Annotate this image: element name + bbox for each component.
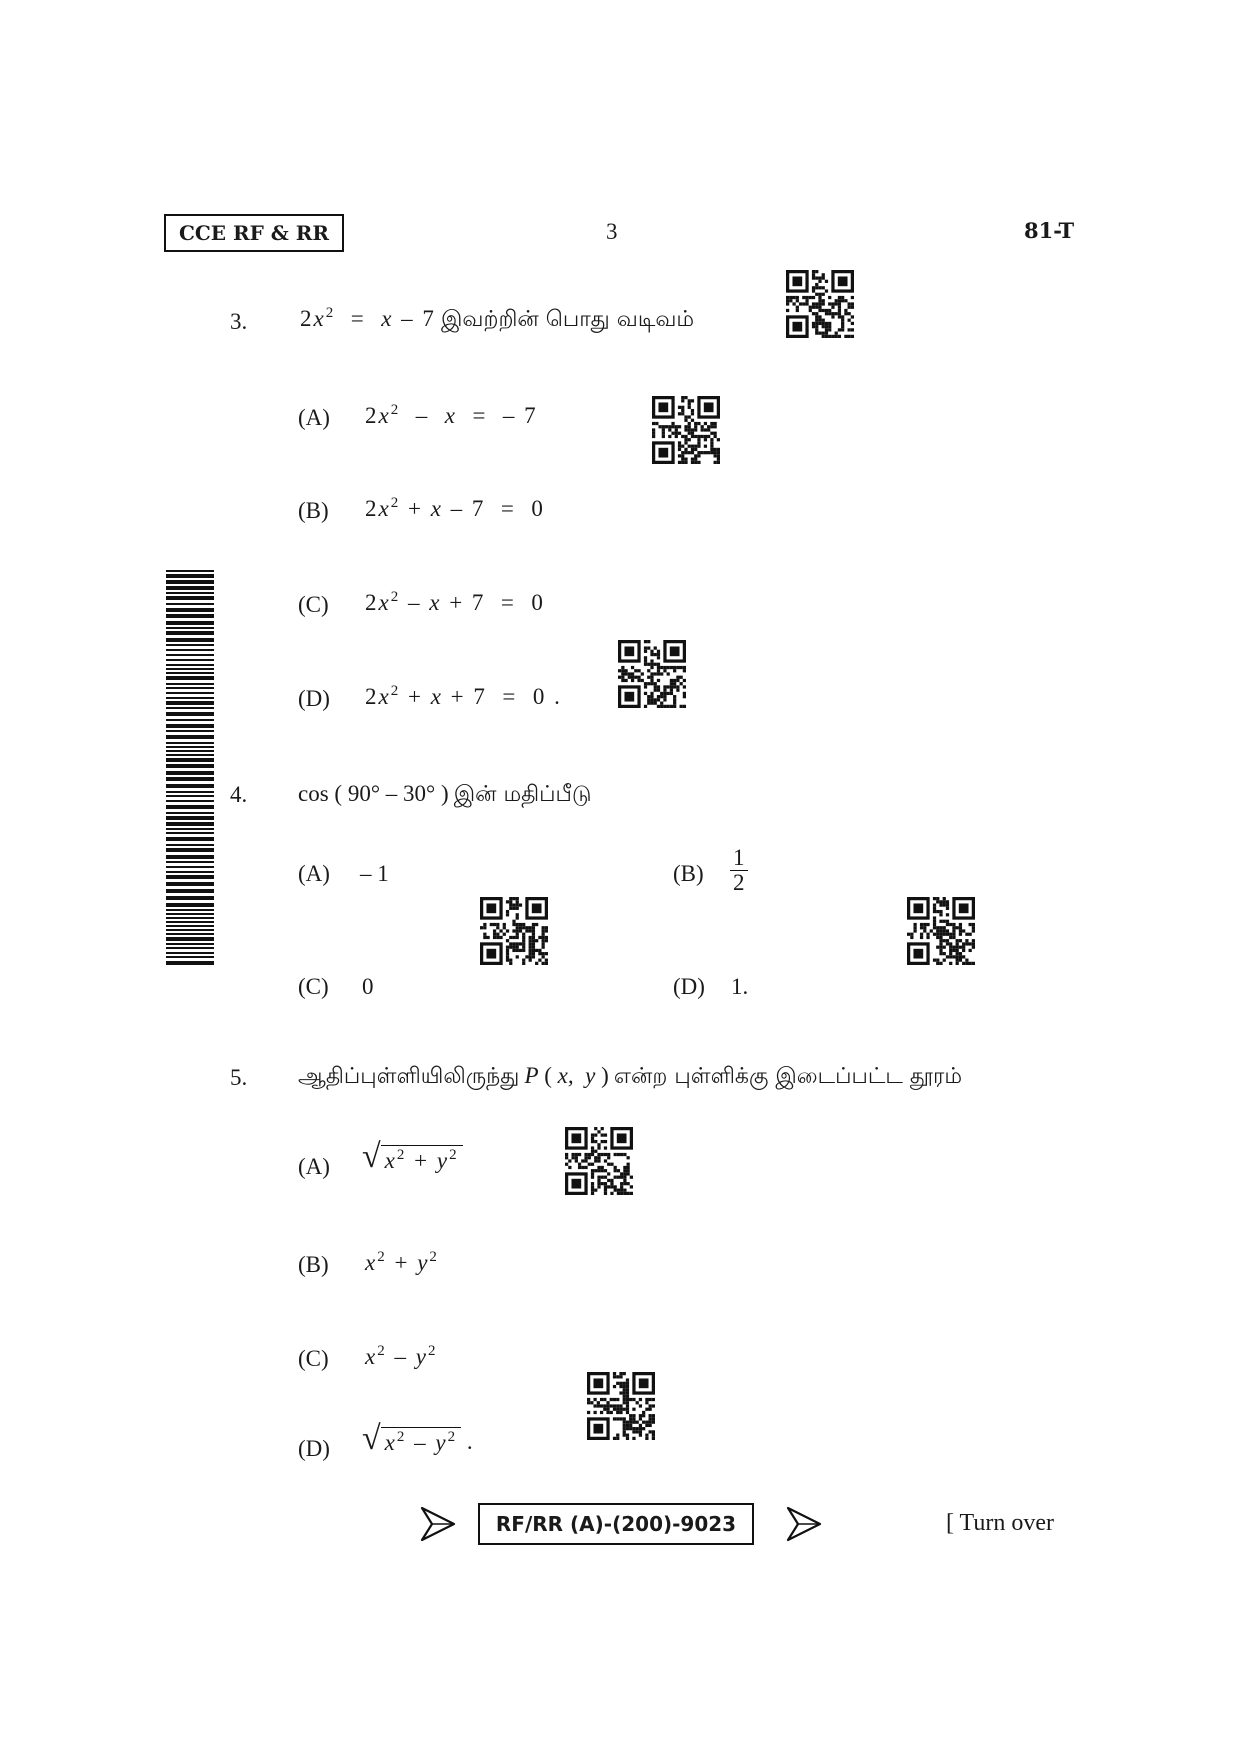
header-box-label: CCE RF & RR xyxy=(164,214,344,252)
option-math: √ $x^2 - y^2$ . xyxy=(362,1420,473,1457)
option-label: (B) xyxy=(673,861,704,886)
fraction-denominator: 2 xyxy=(733,870,745,896)
option-math: $2x^2 + x + 7 = 0$ . xyxy=(365,683,562,709)
page-number: 3 xyxy=(606,219,618,244)
question-stem-text: ஆதிப்புள்ளியிலிருந்து xyxy=(298,1064,520,1089)
option-label: (C) xyxy=(298,1346,329,1371)
fraction-numerator: 1 xyxy=(730,846,748,871)
option-value: 0 xyxy=(362,974,374,999)
arrow-right-icon xyxy=(786,1506,822,1542)
option-fraction xyxy=(730,846,748,895)
option-label: (A) xyxy=(298,405,330,430)
question-stem xyxy=(298,781,592,810)
qr-code-icon xyxy=(652,396,720,464)
question-stem-text: என்ற புள்ளிக்கு இடைப்பட்ட தூரம் xyxy=(613,1064,963,1089)
question-stem-math: cos ( 90° – 30° ) xyxy=(298,781,449,806)
barcode-icon xyxy=(166,570,214,966)
arrow-right-icon xyxy=(420,1506,456,1542)
option-value: – 1 xyxy=(360,861,389,886)
option-label: (D) xyxy=(298,1436,330,1461)
option-label: (A) xyxy=(298,1154,330,1179)
qr-code-icon xyxy=(907,897,975,965)
question-stem-text: இன் மதிப்பீடு xyxy=(453,782,592,807)
option-math: $2x^2 - x + 7 = 0$ xyxy=(365,589,545,615)
qr-code-icon xyxy=(587,1372,655,1440)
question-number: 5. xyxy=(230,1065,248,1090)
option-label: (C) xyxy=(298,974,329,999)
option-label: (B) xyxy=(298,1252,329,1277)
qr-code-icon xyxy=(618,640,686,708)
question-stem: $2x^2 = x - 7$ இவற்றின் பொது வடிவம் xyxy=(300,305,695,332)
option-math: $2x^2 + x - 7 = 0$ xyxy=(365,495,545,521)
qr-code-icon xyxy=(565,1127,633,1195)
question-number: 4. xyxy=(230,782,248,807)
option-label: (A) xyxy=(298,861,330,886)
option-label: (B) xyxy=(298,498,329,523)
option-label: (C) xyxy=(298,592,329,617)
paper-code: 81-T xyxy=(1024,218,1075,243)
qr-code-icon xyxy=(786,270,854,338)
question-stem-text: இவற்றின் பொது வடிவம் xyxy=(441,307,695,332)
footer-code: RF/RR (A)-(200)-9023 xyxy=(478,1503,754,1545)
turn-over-text: [ Turn over xyxy=(946,1510,1055,1536)
option-math: $x^2 + y^2$ xyxy=(365,1249,439,1275)
question-number: 3. xyxy=(230,309,248,334)
option-math: $x^2 - y^2$ xyxy=(365,1343,438,1369)
option-value: 1. xyxy=(731,974,749,999)
qr-code-icon xyxy=(480,897,548,965)
option-math: $2x^2$ – x = – 7 xyxy=(365,402,538,428)
option-label: (D) xyxy=(298,686,330,711)
option-math: √ $x^2 + y^2$ xyxy=(362,1140,463,1174)
option-label: (D) xyxy=(673,974,705,999)
question-stem: ஆதிப்புள்ளியிலிருந்து P ( x, y ) என்ற புள்ளிக்கு இடைப்பட்ட தூரம் xyxy=(298,1063,963,1089)
